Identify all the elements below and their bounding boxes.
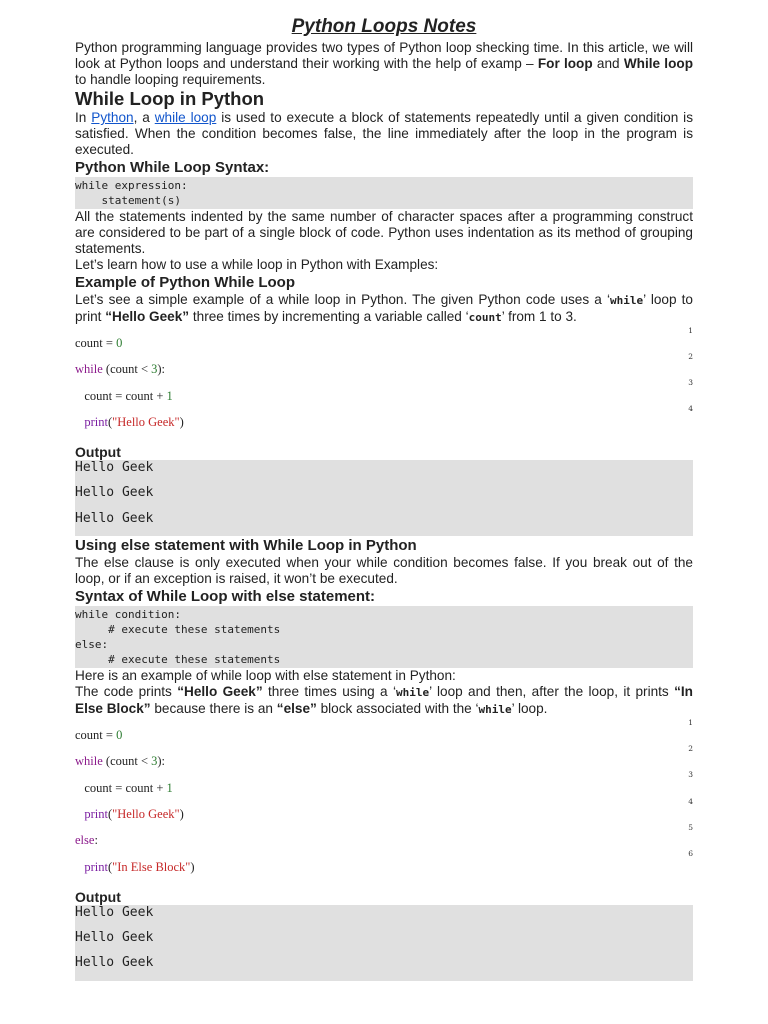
line-number: 2 — [688, 744, 693, 754]
line-number: 1 — [688, 718, 693, 728]
else-bold-in-else: “In Else Block” — [75, 684, 693, 717]
code-line: print("In Else Block") 6 — [75, 854, 693, 880]
else-text: The code prints — [75, 684, 178, 700]
else-syntax-heading: Syntax of While Loop with else statement: — [75, 588, 376, 606]
intro-and: and — [592, 56, 624, 71]
python-link[interactable]: Python — [91, 110, 134, 125]
while-intro-text-3: is used to execute a block of statements repeatedly until a given condition is satisfied. When the condition becomes false, the line immediately after the loop in the program is executed. — [75, 110, 693, 157]
inline-code-count: count — [468, 311, 502, 324]
else-syntax-code: while condition: # execute these statements else: # execute these statements — [75, 606, 693, 668]
code-line: count = count + 1 3 — [75, 775, 693, 801]
example-bold-hello: “Hello Geek” — [105, 309, 190, 324]
code-line: while (count < 3): 2 — [75, 748, 693, 774]
example-text-3: three times by incrementing a variable called ‘ — [189, 309, 469, 324]
code-line: print("Hello Geek") 4 — [75, 409, 693, 435]
else-text-4: because there is an — [150, 701, 277, 717]
inline-code-while: while — [478, 703, 512, 717]
else-text-5: block associated with the ‘ — [316, 701, 479, 717]
while-example-heading: Example of Python While Loop — [75, 274, 296, 291]
line-number: 1 — [688, 326, 693, 335]
example-text: Let’s see a simple example of a while loop in Python. The given Python code uses a ‘ — [75, 292, 611, 307]
code-line: count = 0 1 — [75, 722, 693, 748]
while-intro-text: In — [75, 110, 92, 125]
learn-paragraph: Let’s learn how to use a while loop in Python with Examples: — [75, 257, 439, 272]
else-text-3: ’ loop and then, after the loop, it prints — [429, 684, 675, 700]
line-number: 6 — [688, 849, 693, 859]
example-text-2: ’ loop to print — [75, 292, 693, 324]
intro-paragraph — [75, 40, 693, 88]
output-label: Output — [75, 888, 121, 905]
inline-code-while: while — [610, 294, 644, 307]
else-heading: Using else statement with While Loop in Python — [75, 537, 417, 555]
else-text-2: three times using a ‘ — [262, 684, 396, 700]
line-number: 4 — [688, 404, 693, 413]
output-line: Hello Geek — [75, 930, 154, 946]
output-line: Hello Geek — [75, 904, 154, 920]
output-line: Hello Geek — [75, 510, 154, 526]
while-example-paragraph — [75, 292, 693, 326]
page-title: Python Loops Notes — [291, 16, 477, 37]
indentation-paragraph: All the statements indented by the same number of character spaces after a programming construct are considered to be part of a single block of code. Python uses indentation as its method of grouping statements. — [75, 209, 693, 256]
else-example-intro: Here is an example of while loop with else statement in Python: — [75, 668, 456, 684]
code-line: count = count + 1 3 — [75, 383, 693, 409]
line-number: 3 — [688, 378, 693, 387]
while-syntax-heading: Python While Loop Syntax: — [75, 159, 270, 176]
intro-text-end: to handle looping requirements. — [75, 72, 266, 87]
else-bold-else: “else” — [276, 701, 317, 717]
line-number: 2 — [688, 352, 693, 361]
intro-text: Python programming language provides two types of Python loop shecking time. In this article, we will look at Python loops and understand their working with the help of examp – — [75, 40, 693, 71]
example-text-4: ’ from 1 to 3. — [501, 309, 577, 324]
line-number: 5 — [688, 823, 693, 833]
document-page — [75, 14, 693, 981]
while-loop-link[interactable]: while loop — [154, 110, 217, 125]
intro-while-loop: While loop — [623, 56, 693, 71]
line-number: 3 — [688, 770, 693, 780]
output-line: Hello Geek — [75, 460, 154, 476]
while-output-box — [75, 460, 693, 536]
else-example-paragraph — [75, 684, 693, 718]
else-paragraph: The else clause is only executed when your while condition becomes false. If you break out of the loop, or if an exception is raised, it won’t be executed. — [75, 555, 693, 587]
line-number: 4 — [688, 797, 693, 807]
else-output-box — [75, 905, 693, 981]
while-intro-paragraph — [75, 110, 693, 158]
output-label: Output — [75, 444, 121, 461]
while-loop-heading: While Loop in Python — [75, 88, 265, 109]
code-line: while (count < 3): 2 — [75, 356, 693, 382]
while-syntax-code: while expression: statement(s) — [75, 177, 693, 209]
inline-code-while: while — [396, 686, 430, 700]
code-line: else: 5 — [75, 827, 693, 853]
intro-for-loop: For loop — [537, 56, 593, 71]
while-code-block — [75, 326, 693, 435]
output-line: Hello Geek — [75, 955, 154, 971]
else-bold-hello: “Hello Geek” — [177, 684, 263, 700]
else-text-6: ’ loop. — [511, 701, 548, 717]
code-line: print("Hello Geek") 4 — [75, 801, 693, 827]
else-code-block — [75, 718, 693, 880]
output-line: Hello Geek — [75, 485, 154, 501]
code-line: count = 0 1 — [75, 330, 693, 356]
while-intro-text-2: , a — [133, 110, 155, 125]
